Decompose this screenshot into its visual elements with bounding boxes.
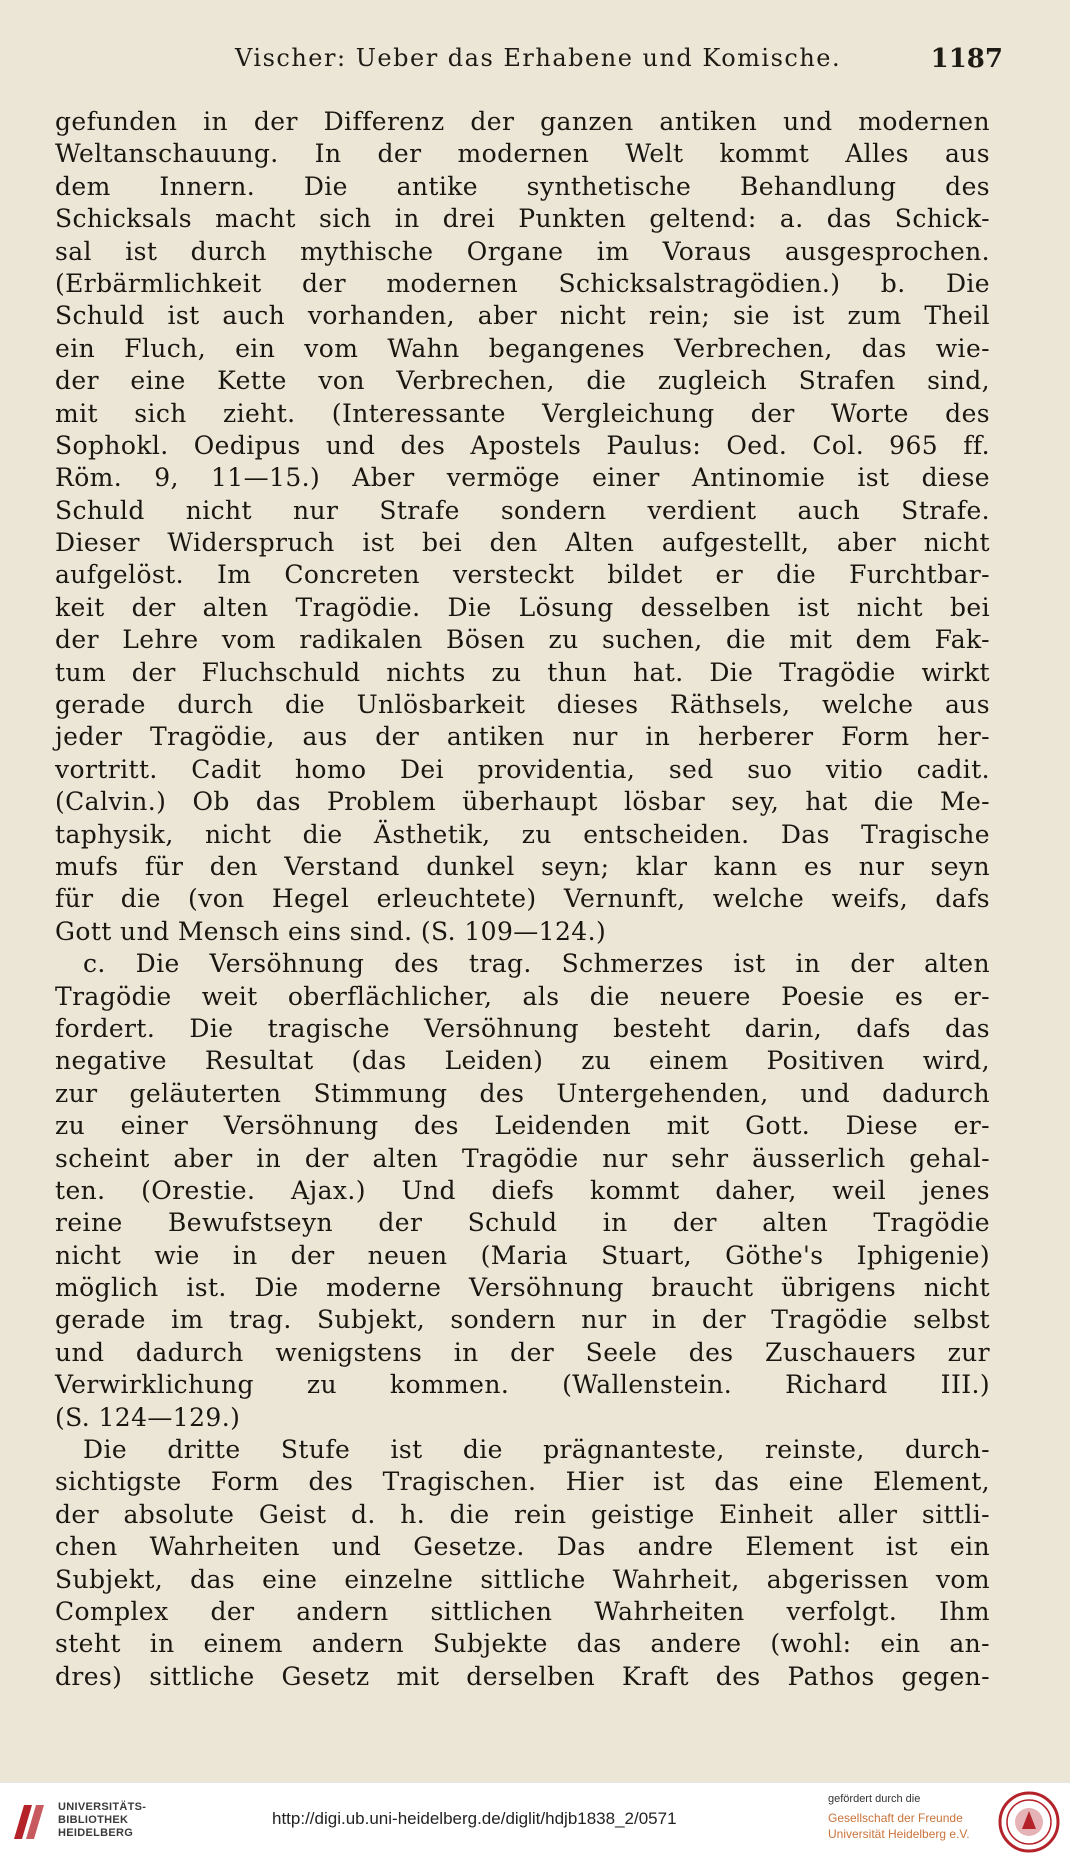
- library-name-line: HEIDELBERG: [58, 1827, 134, 1839]
- text-line: mit sich zieht. (Interessante Vergleichung der Worte des: [55, 398, 990, 428]
- text-line: Sophokl. Oedipus und des Apostels Paulus: Oed. Col. 965 ff.: [55, 430, 990, 460]
- text-line: (Calvin.) Ob das Problem überhaupt lösbar sey, hat die Me-: [55, 787, 990, 817]
- text-line: steht in einem andern Subjekte das andere (wohl: ein an-: [55, 1629, 990, 1659]
- text-line: tum der Fluchschuld nichts zu thun hat. Die Tragödie wirkt: [55, 657, 990, 687]
- text-line: Schuld ist auch vorhanden, aber nicht rein; sie ist zum Theil: [55, 301, 990, 331]
- text-line: sal ist durch mythische Organe im Voraus ausgesprochen.: [55, 236, 990, 266]
- sponsor-label: gefördert durch die: [828, 1793, 921, 1805]
- text-line: chen Wahrheiten und Gesetze. Das andre Element ist ein: [55, 1532, 990, 1562]
- text-line: reine Bewufstseyn der Schuld in der alten Tragödie: [55, 1208, 990, 1238]
- text-line: (S. 124—129.): [55, 1402, 241, 1432]
- text-line: Subjekt, das eine einzelne sittliche Wahrheit, abgerissen vom: [55, 1564, 990, 1594]
- page-number: 1187: [930, 44, 1003, 74]
- text-line: ein Fluch, ein vom Wahn begangenes Verbrechen, das wie-: [55, 333, 990, 363]
- text-line: Verwirklichung zu kommen. (Wallenstein. Richard III.): [55, 1370, 990, 1400]
- library-name: [58, 1801, 146, 1840]
- text-line: c. Die Versöhnung des trag. Schmerzes ist in der alten: [83, 949, 990, 979]
- running-title: Vischer: Ueber das Erhabene und Komische.: [235, 44, 842, 72]
- text-line: gerade im trag. Subjekt, sondern nur in der Tragödie selbst: [55, 1305, 990, 1335]
- text-line: und dadurch wenigstens in der Seele des Zuschauers zur: [55, 1337, 990, 1367]
- text-line: (Erbärmlichkeit der modernen Schicksalstragödien.) b. Die: [55, 268, 990, 298]
- text-line: der eine Kette von Verbrechen, die zugleich Strafen sind,: [55, 366, 990, 396]
- text-line: aufgelöst. Im Concreten versteckt bildet er die Furchtbar-: [55, 560, 990, 590]
- text-line: der Lehre vom radikalen Bösen zu suchen, die mit dem Fak-: [55, 625, 990, 655]
- text-line: gefunden in der Differenz der ganzen antiken und modernen: [55, 107, 990, 136]
- text-line: Complex der andern sittlichen Wahrheiten verfolgt. Ihm: [55, 1596, 990, 1626]
- text-line: für die (von Hegel erleuchtete) Vernunft, welche weifs, dafs: [55, 884, 990, 914]
- page-header: [55, 44, 1015, 78]
- text-line: Weltanschauung. In der modernen Welt kommt Alles aus: [55, 139, 990, 169]
- text-line: jeder Tragödie, aus der antiken nur in herberer Form her-: [55, 722, 990, 752]
- sponsor-credit: [828, 1791, 988, 1842]
- text-line: der absolute Geist d. h. die rein geistige Einheit aller sittli-: [55, 1499, 990, 1529]
- text-line: Schuld nicht nur Strafe sondern verdient auch Strafe.: [55, 495, 990, 525]
- text-line: zu einer Versöhnung des Leidenden mit Gott. Diese er-: [55, 1111, 990, 1141]
- library-logo[interactable]: [10, 1795, 150, 1847]
- text-line: nicht wie in der neuen (Maria Stuart, Göthe's Iphigenie): [55, 1240, 990, 1270]
- sponsor-name-line2: Universität Heidelberg e.V.: [828, 1827, 970, 1841]
- text-line: Gott und Mensch eins sind. (S. 109—124.): [55, 916, 607, 946]
- text-line: Die dritte Stufe ist die prägnanteste, reinste, durch-: [83, 1435, 990, 1465]
- library-name-line: UNIVERSITÄTS-: [58, 1801, 147, 1813]
- text-line: keit der alten Tragödie. Die Lösung desselben ist nicht bei: [55, 592, 990, 622]
- text-line: dres) sittliche Gesetz mit derselben Kraft des Pathos gegen-: [55, 1661, 990, 1691]
- text-line: fordert. Die tragische Versöhnung besteht darin, dafs das: [55, 1013, 990, 1043]
- university-seal-icon: [998, 1791, 1060, 1853]
- permalink-url[interactable]: http://digi.ub.uni-heidelberg.de/diglit/hdjb1838_2/0571: [272, 1809, 677, 1828]
- text-line: Tragödie weit oberflächlicher, als die neuere Poesie es er-: [55, 981, 990, 1011]
- text-line: Schicksals macht sich in drei Punkten geltend: a. das Schick-: [55, 204, 990, 234]
- text-line: dem Innern. Die antike synthetische Behandlung des: [55, 171, 990, 201]
- library-emblem-icon: [10, 1799, 50, 1843]
- text-line: taphysik, nicht die Ästhetik, zu entscheiden. Das Tragische: [55, 819, 990, 849]
- text-line: Dieser Widerspruch ist bei den Alten aufgestellt, aber nicht: [55, 528, 990, 558]
- text-line: möglich ist. Die moderne Versöhnung braucht übrigens nicht: [55, 1273, 990, 1303]
- text-line: mufs für den Verstand dunkel seyn; klar kann es nur seyn: [55, 851, 990, 881]
- text-line: scheint aber in der alten Tragödie nur sehr äusserlich gehal-: [55, 1143, 990, 1173]
- text-line: vortritt. Cadit homo Dei providentia, sed suo vitio cadit.: [55, 754, 990, 784]
- text-line: negative Resultat (das Leiden) zu einem Positiven wird,: [55, 1046, 990, 1076]
- body-text: [55, 106, 990, 1693]
- text-line: gerade durch die Unlösbarkeit dieses Räthsels, welche aus: [55, 690, 990, 720]
- text-line: sichtigste Form des Tragischen. Hier ist das eine Element,: [55, 1467, 990, 1497]
- text-line: zur geläuterten Stimmung des Untergehenden, und dadurch: [55, 1078, 990, 1108]
- library-name-line: BIBLIOTHEK: [58, 1814, 129, 1826]
- text-line: Röm. 9, 11—15.) Aber vermöge einer Antinomie ist diese: [55, 463, 990, 493]
- viewer-footer: [0, 1782, 1070, 1857]
- sponsor-name-line1: Gesellschaft der Freunde: [828, 1811, 963, 1825]
- text-line: ten. (Orestie. Ajax.) Und diefs kommt daher, weil jenes: [55, 1175, 990, 1205]
